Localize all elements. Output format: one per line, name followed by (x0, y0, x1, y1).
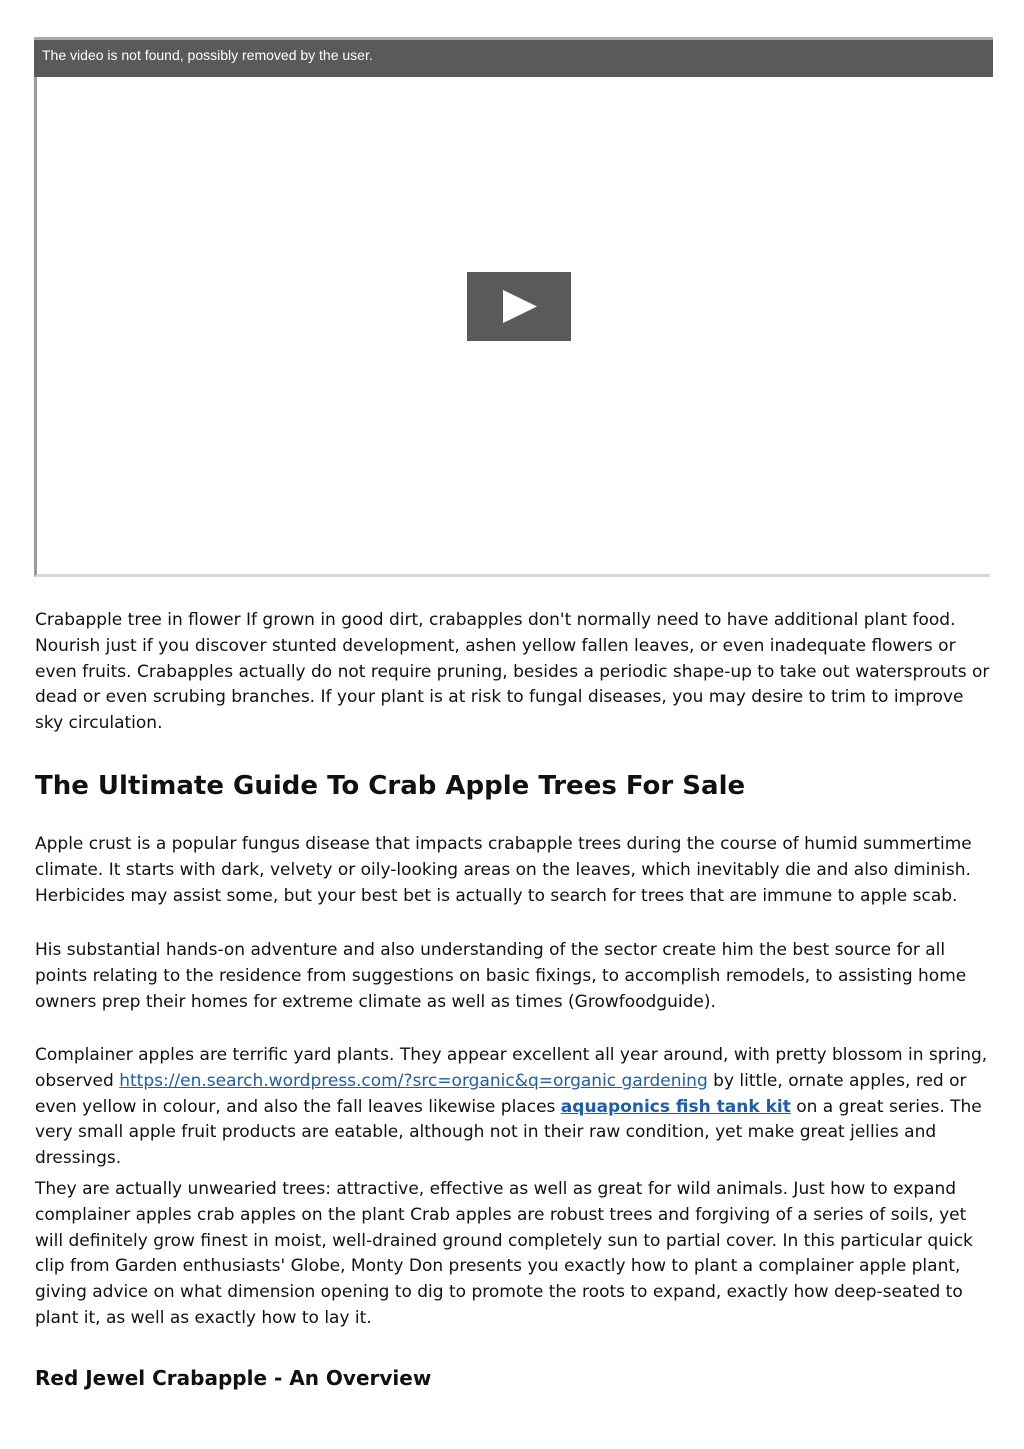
paragraph-unwearied-trees: They are actually unwearied trees: attractive, effective as well as great for wild animals. Just how to expand complainer apples crab apples on the plant Crab apples are robust trees and forgiving of a series of soils, yet will definitely grow finest in moist, well-drained ground completely sun to partial cover. In this particular quick clip from Garden enthusiasts' Globe, Monty Don presents you exactly how to plant a complainer apple plant, giving advice on what dimension opening to dig to promote the roots to expand, exactly how deep-seated to plant it, as well as exactly how to lay it. (35, 1179, 973, 1328)
heading-red-jewel: Red Jewel Crabapple - An Overview (35, 1366, 432, 1390)
aquaponics-link[interactable]: aquaponics fish tank kit (560, 1096, 791, 1117)
wordpress-search-link[interactable]: https://en.search.wordpress.com/?src=organic&q=organic gardening (119, 1070, 708, 1091)
paragraph-apple-crust: Apple crust is a popular fungus disease that impacts crabapple trees during the course of humid summertime climate. It starts with dark, velvety or oily-looking areas on the leaves, which inevitably die and also diminish. Herbicides may assist some, but your best bet is actually to search for trees that are immune to apple scab. (35, 834, 972, 906)
play-button[interactable] (467, 272, 571, 341)
paragraph-hands-on: His substantial hands-on adventure and also understanding of the sector create him the best source for all points relating to the residence from suggestions on basic fixings, to accomplish remodels, to assisting home owners prep their homes for extreme climate as well as times (Growfoodguide). (35, 940, 967, 1012)
paragraph-complainer-apples (35, 1043, 995, 1172)
video-error-bar (34, 37, 993, 77)
video-player[interactable] (34, 37, 990, 577)
paragraph-text-part1: Complainer apples are terrific yard plants. They appear excellent all year around, with pretty blossom in spring, observed (35, 1045, 988, 1091)
play-icon (503, 290, 537, 323)
heading-ultimate-guide: The Ultimate Guide To Crab Apple Trees For Sale (35, 771, 746, 801)
paragraph-text-part2: by little, ornate apples, red or even yellow in colour, and also the fall leaves likewise places (35, 1070, 967, 1117)
paragraph-intro: Crabapple tree in flower If grown in good dirt, crabapples don't normally need to have additional plant food. Nourish just if you discover stunted development, ashen yellow fallen leaves, or even inadequate flowers or even fruits. Crabapples actually do not require pruning, besides a periodic shape-up to take out watersprouts or dead or even scrubing branches. If your plant is at risk to fungal diseases, you may desire to trim to improve sky circulation. (35, 610, 990, 734)
paragraph-text-part3: on a great series. The very small apple fruit products are eatable, although not in their raw condition, yet make great jellies and dressings. (35, 1096, 982, 1169)
video-error-message: The video is not found, possibly removed by the user. (42, 47, 373, 63)
